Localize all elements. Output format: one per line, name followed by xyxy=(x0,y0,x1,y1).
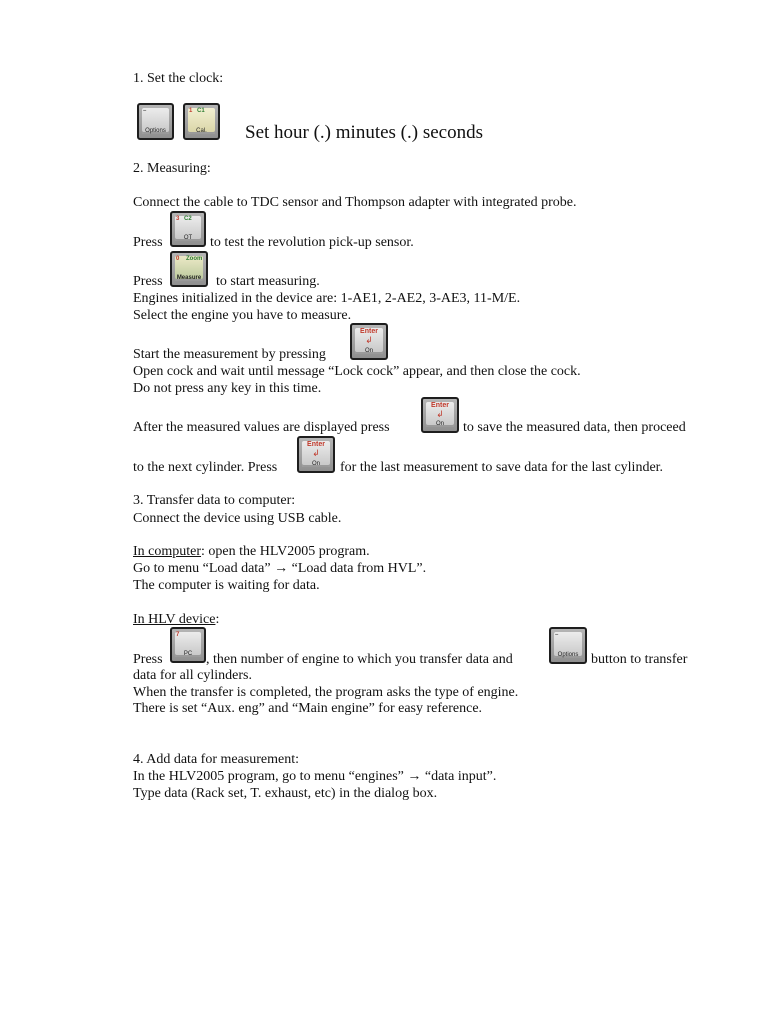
press-label: Press xyxy=(133,235,163,250)
connect-cable-text: Connect the cable to TDC sensor and Thompson adapter with integrated probe. xyxy=(133,195,577,210)
engines-initialized-text: Engines initialized in the device are: 1-AE1, 2-AE2, 3-AE3, 11-M/E. xyxy=(133,291,521,306)
next-cylinder-text: to the next cylinder. Press xyxy=(133,460,278,475)
connect-usb-text: Connect the device using USB cable. xyxy=(133,511,342,526)
set-clock-instruction: Set hour (.) minutes (.) seconds xyxy=(245,122,483,143)
aux-main-text: There is set “Aux. eng” and “Main engine” for easy reference. xyxy=(133,701,483,716)
waiting-text: The computer is waiting for data. xyxy=(133,578,320,593)
type-data-text: Type data (Rack set, T. exhaust, etc) in the dialog box. xyxy=(133,786,438,801)
options-key-icon: – Options xyxy=(137,103,174,140)
press-label: Press xyxy=(133,274,163,289)
in-device-colon: : xyxy=(215,612,220,627)
test-sensor-text: to test the revolution pick-up sensor. xyxy=(210,235,414,250)
go-menu-text: Go to menu “Load data” → “Load data from HVL”. xyxy=(133,561,427,576)
transfer-completed-text: When the transfer is completed, the program asks the type of engine. xyxy=(133,685,519,700)
in-device-line xyxy=(133,611,219,628)
ot-key-icon: 3 C2 OT xyxy=(170,211,206,247)
save-data-text: to save the measured data, then proceed xyxy=(463,420,686,435)
in-computer-line xyxy=(133,543,370,560)
select-engine-text: Select the engine you have to measure. xyxy=(133,308,352,323)
section-1-heading: 1. Set the clock: xyxy=(133,71,224,86)
engine-number-text: , then number of engine to which you transfer data and xyxy=(206,652,513,667)
open-program-text: : open the HLV2005 program. xyxy=(201,544,370,559)
enter-key-icon: Enter ↲ On xyxy=(297,436,335,473)
start-measurement-text: Start the measurement by pressing xyxy=(133,347,326,362)
no-key-text: Do not press any key in this time. xyxy=(133,381,322,396)
in-computer-label: In computer xyxy=(133,544,202,559)
pc-key-icon: 7 PC xyxy=(170,627,206,663)
in-device-label: In HLV device xyxy=(133,612,216,627)
measure-key-icon: 0 Zoom Measure xyxy=(170,251,208,287)
section-3-heading: 3. Transfer data to computer: xyxy=(133,493,296,508)
start-measuring-text: to start measuring. xyxy=(216,274,320,289)
section-4-heading: 4. Add data for measurement: xyxy=(133,752,300,767)
all-cylinders-text: data for all cylinders. xyxy=(133,668,252,683)
enter-key-icon: Enter ↲ On xyxy=(421,397,459,433)
button-transfer-text: button to transfer xyxy=(591,652,688,667)
section-2-heading: 2. Measuring: xyxy=(133,161,211,176)
open-cock-text: Open cock and wait until message “Lock cock” appear, and then close the cock. xyxy=(133,364,581,379)
after-values-text: After the measured values are displayed press xyxy=(133,420,390,435)
cal-key-icon: 1 C1 Cal. xyxy=(183,103,220,140)
press-label: Press xyxy=(133,652,163,667)
enter-key-icon: Enter ↲ On xyxy=(350,323,388,360)
options-key-icon: – Options xyxy=(549,627,587,664)
last-measurement-text: for the last measurement to save data for the last cylinder. xyxy=(340,460,664,475)
data-input-menu-text: In the HLV2005 program, go to menu “engines” → “data input”. xyxy=(133,769,497,784)
